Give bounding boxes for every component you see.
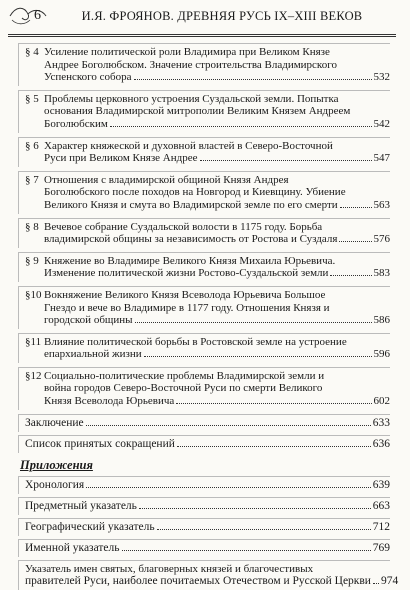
section-number: § 4 bbox=[25, 46, 39, 58]
entry-title-text: Указатель имен святых, благоверных князей и благочестивых bbox=[25, 562, 314, 575]
entry-title-line bbox=[25, 221, 390, 234]
entry-title-line bbox=[25, 417, 390, 430]
entry-title-text: Вечевое собрание Суздальской волости в 1175 году. Борьба bbox=[44, 220, 323, 233]
running-title: И.Я. ФРОЯНОВ. ДРЕВНЯЯ РУСЬ IX–XIII ВЕКОВ bbox=[81, 9, 363, 23]
entry-title-text: городской общины bbox=[44, 314, 133, 327]
entry-title-text: владимирской общины за независимость от Ростова и Суздаля bbox=[44, 233, 338, 246]
entry-title-line bbox=[25, 289, 390, 302]
entry-title-text: Заключение bbox=[25, 416, 84, 429]
entry-title-text: Успенского собора bbox=[44, 71, 132, 84]
dot-leader bbox=[340, 207, 372, 208]
dot-leader bbox=[330, 275, 371, 276]
entry-title-text: Великого Князя и смута во Владимирской земле по его смерти bbox=[44, 198, 338, 211]
dot-leader bbox=[86, 425, 371, 426]
dot-leader bbox=[144, 356, 372, 357]
dot-leader bbox=[339, 241, 371, 242]
toc-entry bbox=[18, 286, 390, 329]
entry-title-line bbox=[25, 382, 390, 395]
toc-entry bbox=[18, 560, 399, 590]
entry-title-text: Именной указатель bbox=[25, 541, 120, 554]
entry-title-line bbox=[25, 71, 390, 84]
dot-leader bbox=[177, 446, 371, 447]
entry-title-text: война городов Северо-Восточной Руси по смерти Великого bbox=[44, 382, 323, 395]
entry-title-line bbox=[25, 479, 390, 492]
section-number: §12 bbox=[25, 369, 42, 382]
entry-title-line bbox=[25, 542, 390, 555]
entry-page-number: 532 bbox=[373, 71, 390, 84]
entry-page-number: 563 bbox=[373, 198, 390, 211]
appendix-heading: Приложения bbox=[20, 457, 93, 472]
entry-title-line bbox=[25, 186, 390, 199]
entry-page-number: 974 bbox=[380, 575, 399, 588]
entry-title-text: Усиление политической роли Владимира при Великом Князе bbox=[44, 46, 330, 58]
toc-appendix bbox=[18, 476, 399, 590]
entry-title-text: Социально-политические проблемы Владимирской земли и bbox=[44, 369, 325, 382]
entry-page-number: 542 bbox=[373, 117, 390, 130]
entry-title-line bbox=[25, 152, 390, 165]
entry-title-line bbox=[25, 255, 390, 268]
entry-title-line bbox=[25, 59, 390, 72]
entry-title-line bbox=[25, 93, 390, 106]
toc-entry bbox=[18, 518, 390, 536]
entry-title-text: Вокняжение Великого Князя Всеволода Юрьевича Большое bbox=[44, 288, 326, 301]
toc-entry bbox=[18, 252, 390, 282]
entry-page-number: 663 bbox=[372, 499, 390, 512]
dot-leader bbox=[139, 508, 371, 509]
entry-page-number: 639 bbox=[372, 478, 390, 491]
entry-title-text: Хронология bbox=[25, 478, 85, 491]
entry-title-line bbox=[25, 105, 390, 118]
entry-title-text: Географический указатель bbox=[25, 520, 155, 533]
entry-page-number: 583 bbox=[373, 267, 390, 280]
toc-entry bbox=[18, 90, 390, 133]
toc bbox=[0, 37, 410, 590]
entry-title-text: Влияние политической борьбы в Ростовской земле на устроение bbox=[44, 335, 347, 348]
entry-title-line bbox=[25, 563, 390, 576]
section-number: §10 bbox=[25, 288, 42, 301]
toc-entry bbox=[18, 435, 390, 453]
entry-title-line bbox=[25, 521, 390, 534]
entry-title-line bbox=[25, 348, 390, 361]
entry-title-line bbox=[25, 233, 390, 246]
page-number: 6 bbox=[34, 8, 41, 23]
dot-leader bbox=[373, 583, 379, 584]
flourish-ornament-icon bbox=[8, 4, 48, 28]
entry-page-number: 586 bbox=[373, 314, 390, 327]
entry-title-text: Князя Всеволода Юрьевича bbox=[44, 395, 175, 408]
entry-title-line bbox=[25, 199, 390, 212]
dot-leader bbox=[110, 126, 372, 127]
entry-page-number: 633 bbox=[372, 416, 390, 429]
entry-page-number: 769 bbox=[372, 541, 390, 554]
entry-title-line bbox=[25, 140, 390, 153]
entry-title-text: Список принятых сокращений bbox=[25, 437, 175, 450]
entry-page-number: 602 bbox=[373, 395, 390, 408]
entry-title-text: правителей Руси, наиболее почитаемых Отечеством и Русской Церкви bbox=[25, 575, 371, 588]
entry-title-text: основания Владимирской митрополии Великим Князем Андреем bbox=[44, 105, 351, 118]
toc-entry bbox=[18, 218, 390, 248]
entry-title-text: Изменение политической жизни Ростово-Суздальской земли bbox=[44, 267, 329, 280]
entry-title-line bbox=[25, 575, 399, 588]
entry-title-line bbox=[25, 500, 390, 513]
entry-page-number: 712 bbox=[372, 520, 390, 533]
section-number: § 5 bbox=[25, 92, 39, 105]
entry-title-line bbox=[25, 267, 390, 280]
dot-leader bbox=[200, 160, 372, 161]
entry-title-line bbox=[25, 314, 390, 327]
entry-title-line bbox=[25, 46, 390, 59]
entry-title-line bbox=[25, 438, 390, 451]
entry-title-text: Отношения с владимирской общиной Князя Андрея bbox=[44, 173, 289, 186]
section-number: § 9 bbox=[25, 254, 39, 267]
entry-title-line bbox=[25, 174, 390, 187]
dot-leader bbox=[86, 487, 371, 488]
section-number: §11 bbox=[25, 335, 42, 348]
toc-closing bbox=[18, 414, 390, 453]
toc-entry bbox=[18, 414, 390, 432]
section-number: § 6 bbox=[25, 139, 39, 152]
entry-title-line bbox=[25, 118, 390, 131]
section-number: § 8 bbox=[25, 220, 39, 233]
section-number: § 7 bbox=[25, 173, 39, 186]
entry-page-number: 596 bbox=[373, 348, 390, 361]
entry-title-text: Боголюбского после походов на Новгород и Киевщину. Убиение bbox=[44, 186, 346, 199]
dot-leader bbox=[134, 79, 372, 80]
entry-title-text: Боголюбским bbox=[44, 117, 108, 130]
dot-leader bbox=[135, 322, 372, 323]
toc-entry bbox=[18, 497, 390, 515]
dot-leader bbox=[157, 529, 371, 530]
entry-title-line bbox=[25, 336, 390, 349]
entry-title-line bbox=[25, 395, 390, 408]
entry-title-text: Княжение во Владимире Великого Князя Михаила Юрьевича. bbox=[44, 254, 336, 267]
running-header bbox=[8, 0, 396, 37]
entry-title-text: Предметный указатель bbox=[25, 499, 137, 512]
entry-page-number: 547 bbox=[373, 152, 390, 165]
entry-title-text: Проблемы церковного устроения Суздальской земли. Попытка bbox=[44, 92, 339, 105]
toc-entry bbox=[18, 367, 390, 410]
entry-title-text: Андрее Боголюбском. Значение строительства Владимирского bbox=[44, 58, 337, 71]
toc-sections bbox=[18, 43, 390, 410]
toc-entry bbox=[18, 171, 390, 214]
toc-entry bbox=[18, 476, 390, 494]
entry-title-text: Характер княжеской и духовной властей в Северо-Восточной bbox=[44, 139, 333, 152]
entry-page-number: 576 bbox=[373, 233, 390, 246]
toc-entry bbox=[18, 333, 390, 363]
entry-title-text: епархиальной жизни bbox=[44, 348, 142, 361]
entry-title-line bbox=[25, 302, 390, 315]
toc-entry bbox=[18, 539, 390, 557]
entry-title-text: Гнездо и вече во Владимире в 1177 году. Отношения Князя и bbox=[44, 301, 330, 314]
toc-entry bbox=[18, 137, 390, 167]
dot-leader bbox=[122, 550, 371, 551]
entry-page-number: 636 bbox=[372, 437, 390, 450]
dot-leader bbox=[176, 403, 371, 404]
entry-title-line bbox=[25, 370, 390, 383]
entry-title-text: Руси при Великом Князе Андрее bbox=[44, 152, 198, 165]
toc-entry bbox=[18, 43, 390, 86]
